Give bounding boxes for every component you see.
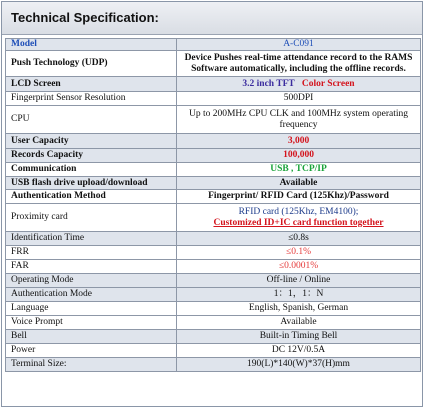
proximity-card-text: RFID card (125Khz, EM4100); — [238, 206, 359, 217]
row-value-terminal-size: 190(L)*140(W)*37(H)mm — [177, 358, 421, 372]
table-row — [6, 92, 421, 106]
row-value-usb-flash: Available — [177, 177, 421, 190]
row-label-sensor-resolution: Fingerprint Sensor Resolution — [6, 92, 177, 106]
table-row — [6, 274, 421, 288]
row-label-voice-prompt: Voice Prompt — [6, 316, 177, 330]
row-value-bell: Built-in Timing Bell — [177, 330, 421, 344]
row-label-identification-time: Identification Time — [6, 232, 177, 246]
table-row — [6, 51, 421, 77]
row-label-push-technology: Push Technology (UDP) — [6, 51, 177, 77]
table-row — [6, 288, 421, 302]
row-value-records-capacity: 100,000 — [177, 149, 421, 163]
table-row — [6, 344, 421, 358]
row-label-model: Model — [6, 39, 177, 51]
table-row — [6, 232, 421, 246]
table-row — [6, 177, 421, 190]
row-label-operating-mode: Operating Mode — [6, 274, 177, 288]
header-bar — [2, 2, 422, 35]
table-row — [6, 358, 421, 372]
row-value-far: ≤0.0001% — [177, 260, 421, 274]
row-value-voice-prompt: Available — [177, 316, 421, 330]
row-value-authentication-mode: 1：1，1：N — [177, 288, 421, 302]
row-label-records-capacity: Records Capacity — [6, 149, 177, 163]
table-row — [6, 316, 421, 330]
row-value-sensor-resolution: 500DPI — [177, 92, 421, 106]
row-label-language: Language — [6, 302, 177, 316]
row-value-power: DC 12V/0.5A — [177, 344, 421, 358]
row-label-auth-method: Authentication Method — [6, 190, 177, 204]
row-label-power: Power — [6, 344, 177, 358]
row-label-lcd-screen: LCD Screen — [6, 77, 177, 92]
row-value-user-capacity: 3,000 — [177, 134, 421, 149]
table-row — [6, 330, 421, 344]
row-label-communication: Communication — [6, 163, 177, 177]
table-row — [6, 204, 421, 232]
spec-table — [5, 38, 421, 372]
row-value-auth-method: Fingerprint/ RFID Card (125Khz)/Password — [177, 190, 421, 204]
table-row — [6, 149, 421, 163]
row-label-authentication-mode: Authentication Mode — [6, 288, 177, 302]
table-row — [6, 106, 421, 134]
table-row — [6, 39, 421, 51]
row-label-frr: FRR — [6, 246, 177, 260]
row-value-language: English, Spanish, German — [177, 302, 421, 316]
table-row — [6, 260, 421, 274]
spec-sheet — [1, 1, 423, 407]
row-label-proximity-card: Proximity card — [6, 204, 177, 232]
row-value-lcd-screen — [177, 77, 421, 92]
table-row — [6, 77, 421, 92]
table-row — [6, 163, 421, 177]
table-row — [6, 134, 421, 149]
table-row — [6, 246, 421, 260]
row-label-user-capacity: User Capacity — [6, 134, 177, 149]
table-row — [6, 302, 421, 316]
row-value-model: A-C091 — [177, 39, 421, 51]
row-label-bell: Bell — [6, 330, 177, 344]
row-label-far: FAR — [6, 260, 177, 274]
row-label-usb-flash: USB flash drive upload/download — [6, 177, 177, 190]
row-value-frr: ≤0.1% — [177, 246, 421, 260]
row-value-identification-time: ≤0.8s — [177, 232, 421, 246]
page-title: Technical Specification: — [11, 10, 159, 25]
lcd-color-text: Color Screen — [301, 78, 355, 89]
row-value-communication: USB , TCP/IP — [177, 163, 421, 177]
row-value-push-technology: Device Pushes real-time attendance record to the RAMS Software automatically, including the offline records. — [177, 51, 421, 77]
lcd-size-text: 3.2 inch TFT — [242, 78, 295, 89]
row-value-operating-mode: Off-line / Online — [177, 274, 421, 288]
row-label-cpu: CPU — [6, 106, 177, 134]
row-label-terminal-size: Terminal Size: — [6, 358, 177, 372]
row-value-proximity-card — [177, 204, 421, 232]
row-value-cpu: Up to 200MHz CPU CLK and 100MHz system operating frequency — [177, 106, 421, 134]
table-row — [6, 190, 421, 204]
proximity-card-custom-text: Customized ID+IC card function together — [213, 217, 384, 228]
